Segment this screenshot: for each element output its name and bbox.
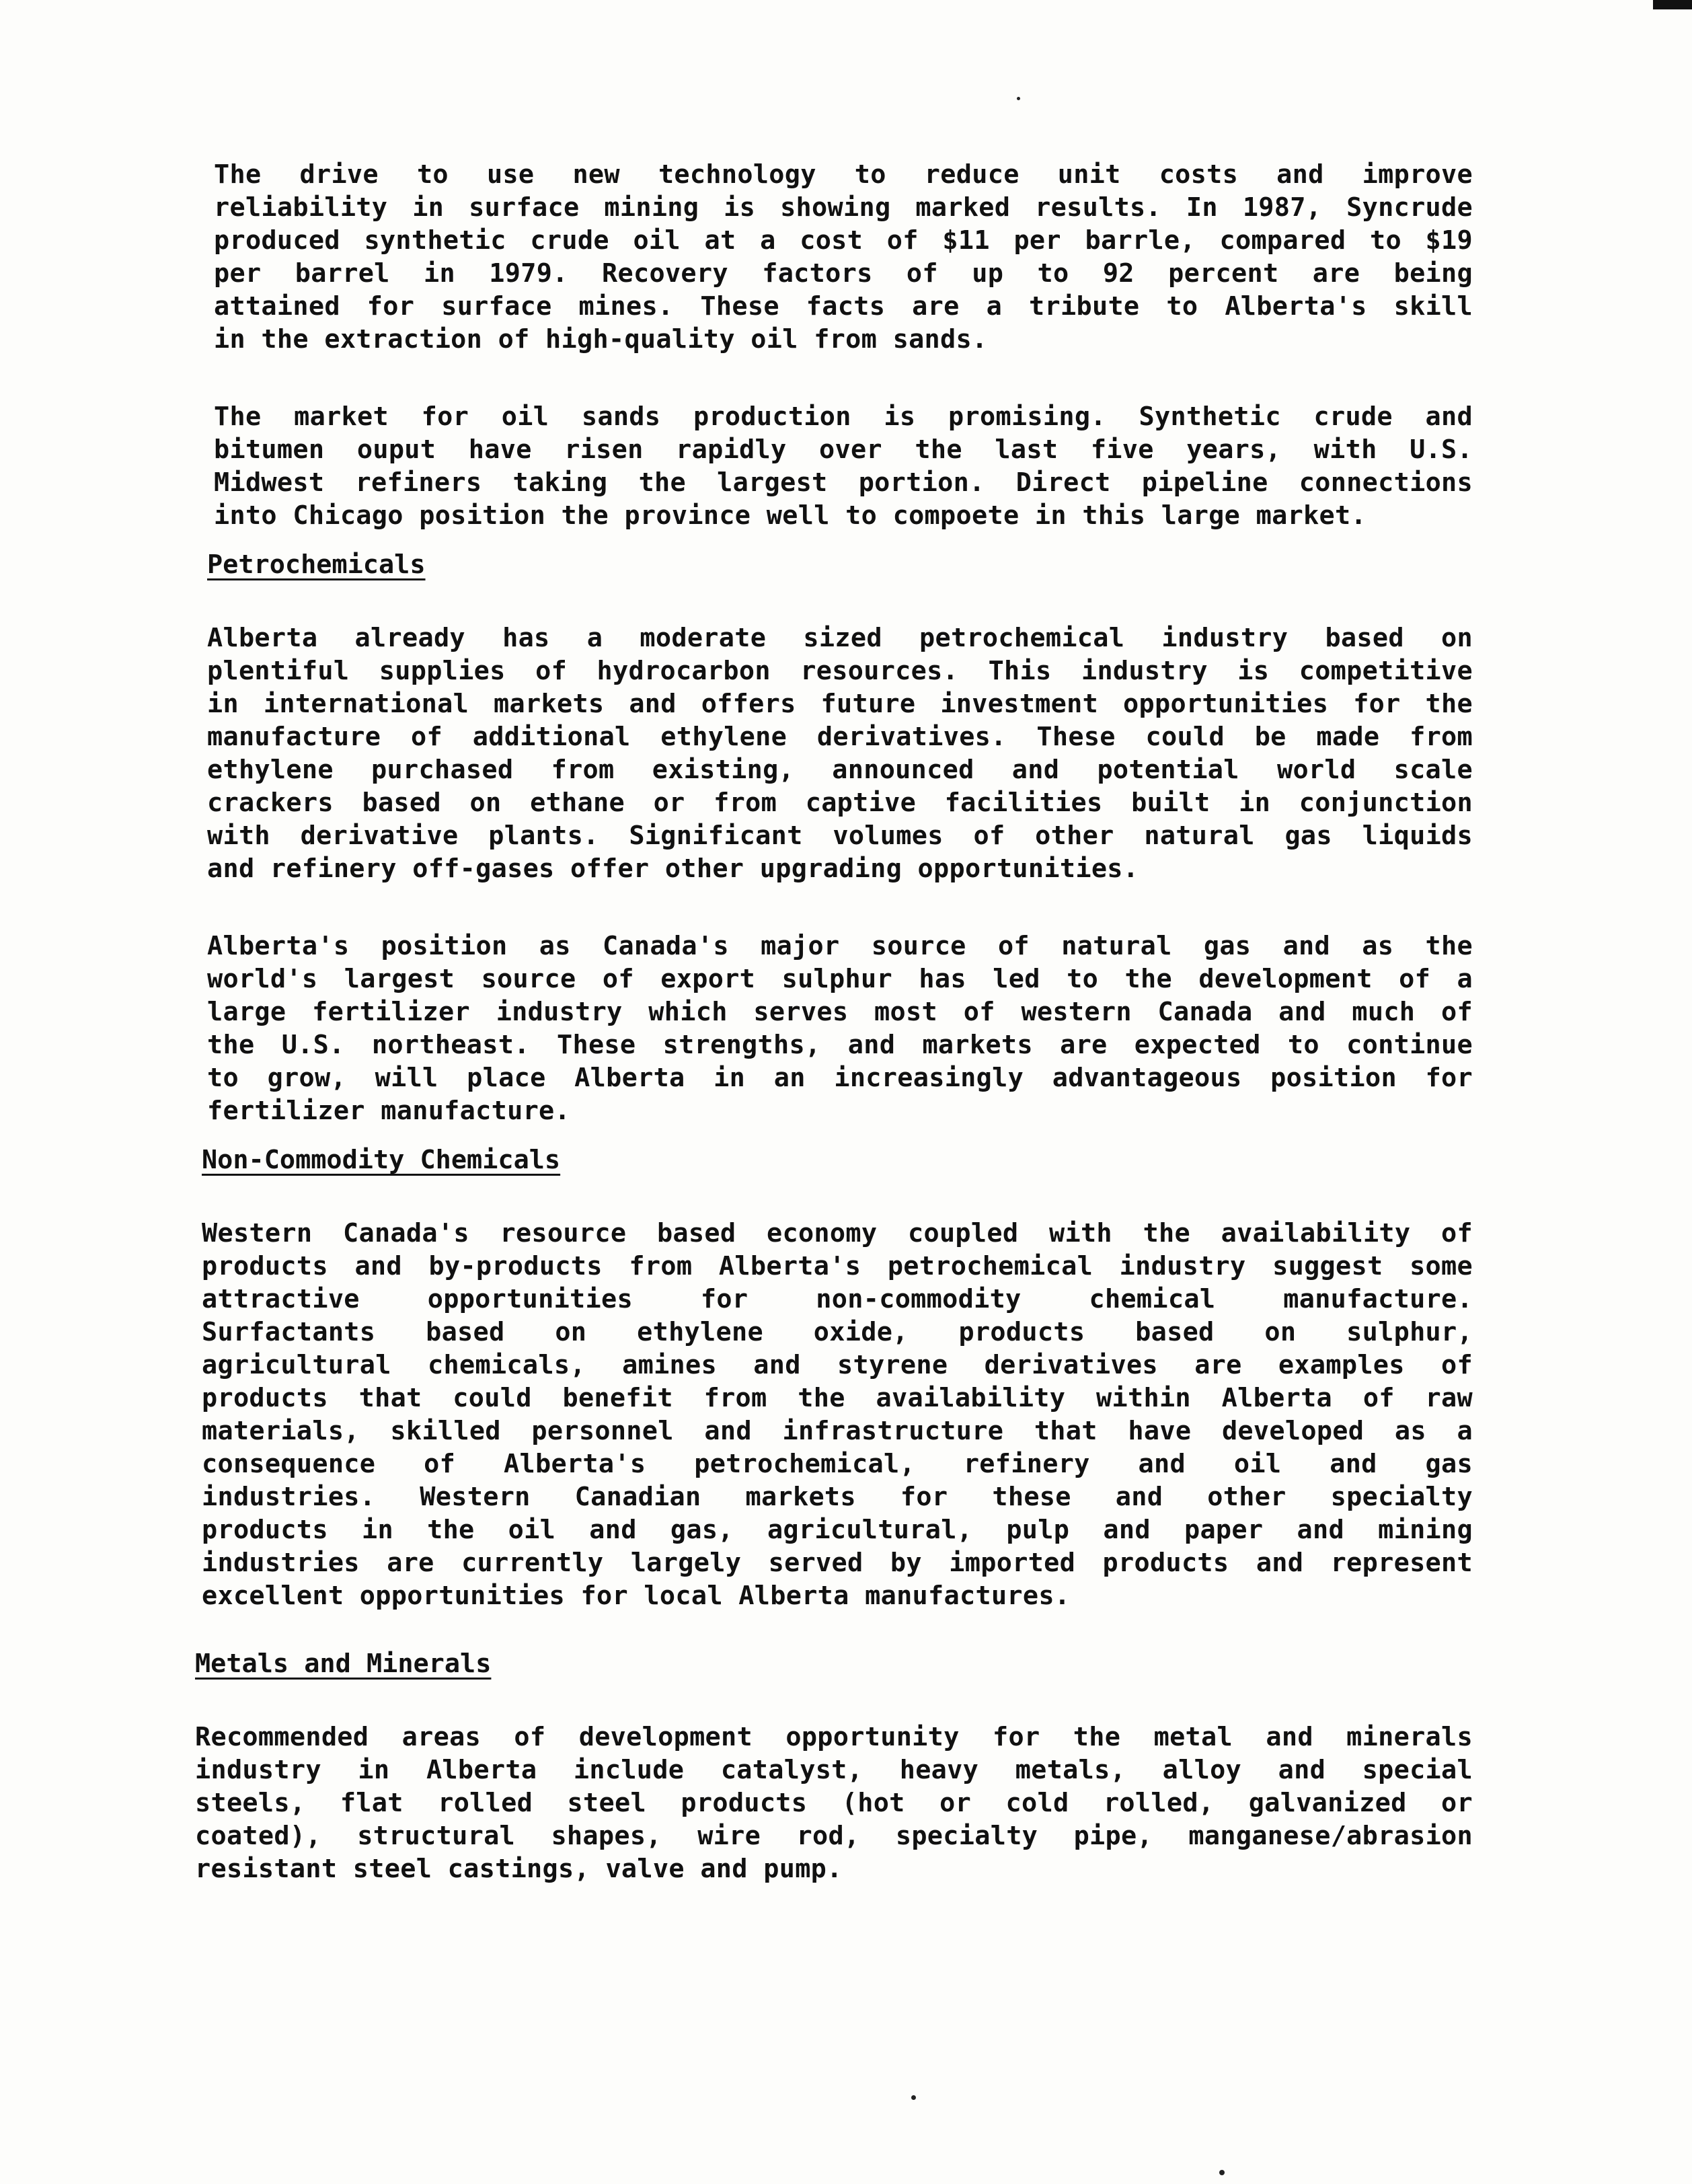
section-heading-text: Petrochemicals bbox=[207, 550, 426, 580]
document-section bbox=[202, 1143, 1473, 1657]
text-line: Recommended areas of development opportunity for the metal and minerals bbox=[195, 1722, 1473, 1752]
document-section bbox=[195, 1647, 1473, 1930]
text-line: fertilizer manufacture. bbox=[207, 1096, 571, 1126]
text-line: and refinery off-gases offer other upgrading opportunities. bbox=[207, 854, 1139, 884]
scan-speck bbox=[1219, 2170, 1225, 2175]
text-line: in international markets and offers future investment opportunities for the bbox=[207, 689, 1473, 719]
paragraph bbox=[207, 622, 1473, 885]
text-line: The drive to use new technology to reduce unit costs and improve bbox=[214, 159, 1473, 190]
text-line: products that could benefit from the availability within Alberta of raw bbox=[202, 1383, 1473, 1413]
text-line: excellent opportunities for local Alberta manufactures. bbox=[202, 1581, 1071, 1611]
text-line: manufacture of additional ethylene derivatives. These could be made from bbox=[207, 722, 1473, 752]
text-line: world's largest source of export sulphur has led to the development of a bbox=[207, 964, 1473, 994]
text-line: industry in Alberta include catalyst, heavy metals, alloy and special bbox=[195, 1755, 1473, 1785]
scan-speck bbox=[911, 2095, 916, 2100]
text-line: materials, skilled personnel and infrastructure that have developed as a bbox=[202, 1416, 1473, 1446]
text-line: industries are currently largely served by imported products and represent bbox=[202, 1548, 1473, 1578]
text-line: Alberta already has a moderate sized petrochemical industry based on bbox=[207, 623, 1473, 653]
text-line: plentiful supplies of hydrocarbon resources. This industry is competitive bbox=[207, 656, 1473, 686]
paragraph bbox=[202, 1217, 1473, 1612]
text-line: consequence of Alberta's petrochemical, refinery and oil and gas bbox=[202, 1449, 1473, 1479]
text-line: The market for oil sands production is promising. Synthetic crude and bbox=[214, 402, 1473, 432]
text-line: in the extraction of high-quality oil from sands. bbox=[214, 324, 988, 354]
text-line: coated), structural shapes, wire rod, specialty pipe, manganese/abrasion bbox=[195, 1821, 1473, 1851]
text-line: with derivative plants. Significant volumes of other natural gas liquids bbox=[207, 821, 1473, 851]
text-line: reliability in surface mining is showing marked results. In 1987, Syncrude bbox=[214, 192, 1473, 223]
scan-speck bbox=[1017, 97, 1020, 100]
text-line: Western Canada's resource based economy coupled with the availability of bbox=[202, 1218, 1473, 1248]
text-line: per barrel in 1979. Recovery factors of up to 92 percent are being bbox=[214, 258, 1473, 289]
text-line: attractive opportunities for non-commodity chemical manufacture. bbox=[202, 1284, 1473, 1314]
scan-corner-mark bbox=[1653, 0, 1692, 9]
text-line: agricultural chemicals, amines and styrene derivatives are examples of bbox=[202, 1350, 1473, 1380]
text-line: products and by-products from Alberta's petrochemical industry suggest some bbox=[202, 1251, 1473, 1281]
text-line: to grow, will place Alberta in an increasingly advantageous position for bbox=[207, 1063, 1473, 1093]
text-line: Surfactants based on ethylene oxide, products based on sulphur, bbox=[202, 1317, 1473, 1347]
paragraph bbox=[214, 400, 1473, 532]
text-line: ethylene purchased from existing, announced and potential world scale bbox=[207, 755, 1473, 785]
text-line: into Chicago position the province well to compoete in this large market. bbox=[214, 500, 1367, 531]
paragraph bbox=[214, 158, 1473, 356]
paragraph bbox=[195, 1721, 1473, 1885]
text-line: large fertilizer industry which serves most of western Canada and much of bbox=[207, 997, 1473, 1027]
text-line: products in the oil and gas, agricultural, pulp and paper and mining bbox=[202, 1515, 1473, 1545]
text-line: the U.S. northeast. These strengths, and markets are expected to continue bbox=[207, 1030, 1473, 1060]
text-line: industries. Western Canadian markets for these and other specialty bbox=[202, 1482, 1473, 1512]
section-heading-text: Metals and Minerals bbox=[195, 1649, 492, 1679]
section-heading bbox=[195, 1647, 1473, 1680]
section-heading-text: Non-Commodity Chemicals bbox=[202, 1145, 561, 1175]
text-line: resistant steel castings, valve and pump. bbox=[195, 1854, 843, 1884]
text-line: attained for surface mines. These facts are a tribute to Alberta's skill bbox=[214, 291, 1473, 322]
document-section bbox=[214, 158, 1473, 576]
document-section bbox=[207, 548, 1473, 1172]
section-heading bbox=[202, 1143, 1473, 1176]
text-line: bitumen ouput have risen rapidly over the last five years, with U.S. bbox=[214, 435, 1473, 465]
section-heading bbox=[207, 548, 1473, 581]
paragraph bbox=[207, 930, 1473, 1127]
text-line: crackers based on ethane or from captive facilities built in conjunction bbox=[207, 788, 1473, 818]
text-line: Alberta's position as Canada's major source of natural gas and as the bbox=[207, 931, 1473, 961]
text-line: steels, flat rolled steel products (hot or cold rolled, galvanized or bbox=[195, 1788, 1473, 1818]
text-line: Midwest refiners taking the largest portion. Direct pipeline connections bbox=[214, 467, 1473, 498]
text-line: produced synthetic crude oil at a cost of $11 per barrle, compared to $19 bbox=[214, 225, 1473, 256]
